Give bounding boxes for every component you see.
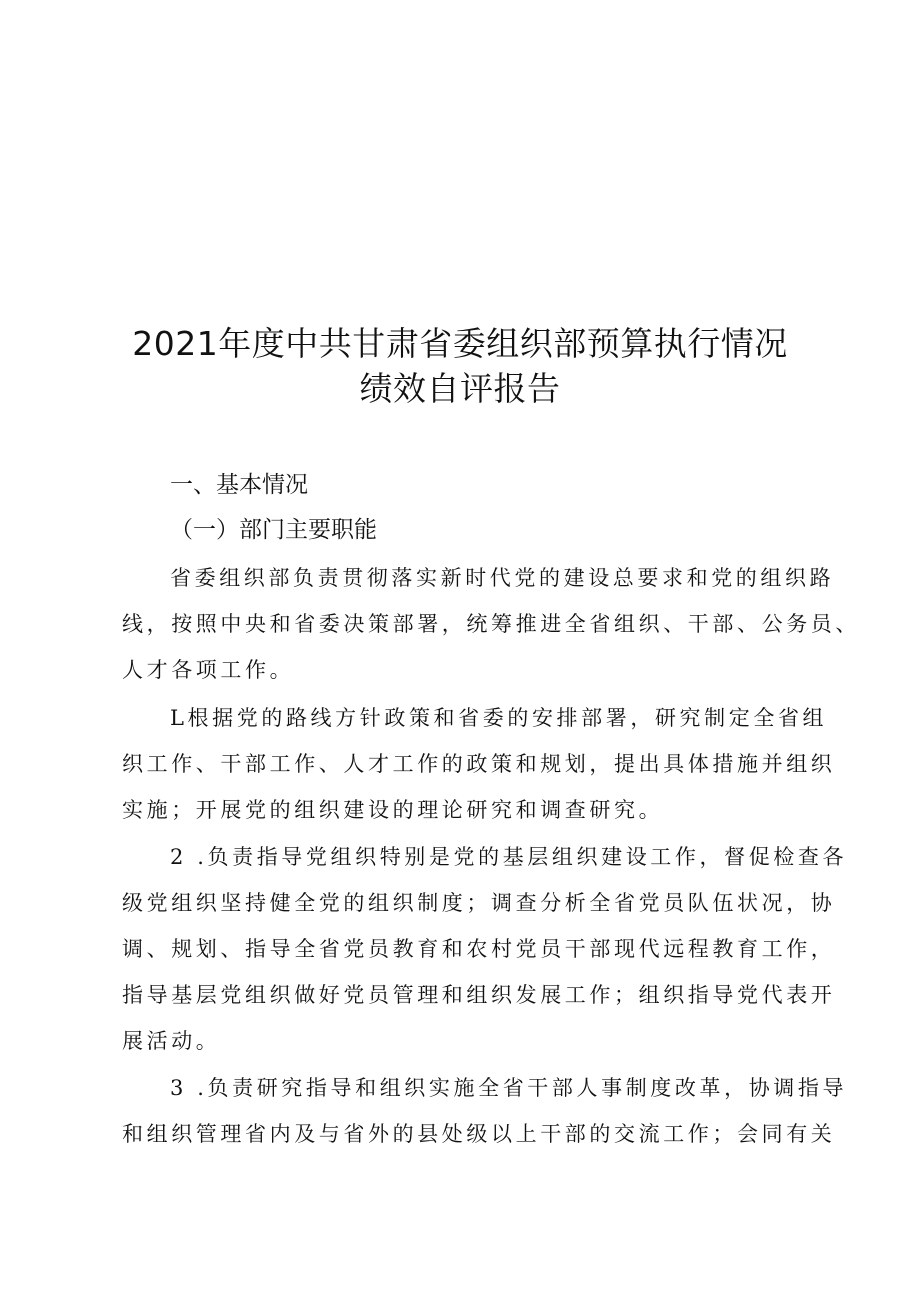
paragraph-line: 和组织管理省内及与省外的县处级以上干部的交流工作；会同有关 [122,1122,836,1146]
document-title-line-2: 绩效自评报告 [359,369,561,408]
paragraph-line: 实施；开展党的组织建设的理论研究和调查研究。 [122,798,664,822]
paragraph-line: 人才各项工作。 [122,658,295,682]
paragraph-line: 省委组织部负责贯彻落实新时代党的建设总要求和党的组织路 [170,566,835,590]
subsection-heading: （一）部门主要职能 [170,517,377,543]
paragraph-line: 级党组织坚持健全党的组织制度；调查分析全省党员队伍状况，协 [122,891,836,915]
document-title-line-1: 2021年度中共甘肃省委组织部预算执行情况 [132,324,788,363]
paragraph-line: 线，按照中央和省委决策部署，统筹推进全省组织、干部、公务员、 [122,612,860,636]
paragraph-line: 3 .负责研究指导和组织实施全省干部人事制度改革，协调指导 [170,1076,848,1100]
paragraph-line: 指导基层党组织做好党员管理和组织发展工作；组织指导党代表开 [122,983,836,1007]
section-heading: 一、基本情况 [170,472,308,498]
paragraph-line: 织工作、干部工作、人才工作的政策和规划，提出具体措施并组织 [122,752,836,776]
paragraph-line: 调、规划、指导全省党员教育和农村党员干部现代远程教育工作， [122,937,836,961]
paragraph-line: 展活动。 [122,1029,221,1053]
paragraph-line: L根据党的路线方针政策和省委的安排部署，研究制定全省组 [170,706,828,730]
paragraph-line: 2 .负责指导党组织特别是党的基层组织建设工作，督促检查各 [170,845,848,869]
